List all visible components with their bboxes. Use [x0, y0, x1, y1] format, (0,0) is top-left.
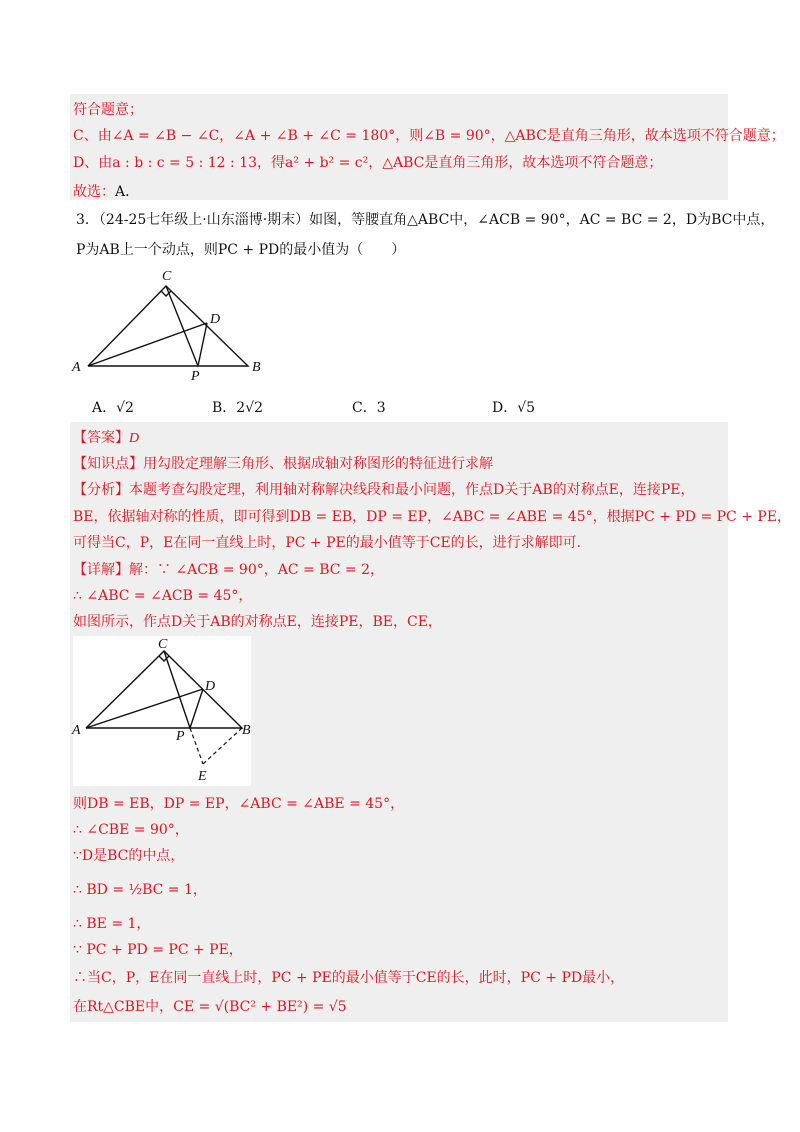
analysis-text-1: 本题考查勾股定理，利用轴对称解决线段和最小问题，作点D关于AB的对称点E，连接PE， — [129, 482, 695, 498]
fig2-label-d: D — [205, 679, 216, 694]
analysis-tag: 【分析】 — [73, 482, 129, 498]
fig1-label-d: D — [210, 312, 221, 327]
solution-line-1: 则DB = EB，DP = EP，∠ABC = ∠ABE = 45°， — [73, 796, 405, 812]
fig1-segment-pd — [198, 323, 207, 366]
detail-line-2: ∴ ∠ABC = ∠ACB = 45°， — [73, 588, 253, 604]
option-d: D．√5 — [492, 400, 536, 416]
top-line-4 — [73, 182, 139, 202]
top-line-3: D、由a : b : c = 5 : 12 : 13，得a² + b² = c²，△ABC是直角三角形，故本选项不符合题意； — [73, 155, 663, 171]
answer-value: D — [129, 431, 140, 446]
fig2-segment-pd — [190, 689, 203, 728]
answer-tag: 【答案】 — [73, 430, 129, 446]
fig2-triangle — [86, 651, 242, 728]
option-b: B．2√2 — [212, 400, 264, 416]
fig2-label-a: A — [72, 723, 81, 738]
top-line-1: 符合题意； — [73, 102, 143, 118]
fig2-label-b: B — [242, 723, 251, 738]
detail-tag: 【详解】 — [73, 562, 129, 578]
fig2-label-c: C — [158, 637, 168, 652]
fig2-label-e: E — [198, 769, 207, 784]
solution-line-3: ∵D是BC的中点， — [73, 848, 185, 864]
detail-line-3: 如图所示，作点D关于AB的对称点E，连接PE，BE，CE， — [73, 614, 442, 630]
solution-line-4: ∴ BD = ½BC = 1， — [73, 882, 207, 898]
figure-1 — [70, 268, 270, 383]
fig1-label-p: P — [191, 369, 200, 383]
top-line-4-value: A． — [115, 184, 140, 200]
knowledge-tag: 【知识点】 — [73, 456, 143, 472]
fig2-segment-ad — [86, 689, 203, 728]
solution-line-5: ∴ BE = 1， — [73, 916, 151, 932]
solution-line-6: ∵ PC + PD = PC + PE， — [73, 942, 243, 958]
fig1-label-c: C — [162, 269, 172, 284]
fig1-triangle — [88, 286, 248, 366]
option-c: C．3 — [352, 400, 386, 416]
fig2-label-p: P — [176, 729, 185, 744]
solution-line-8: 在Rt△CBE中，CE = √(BC² + BE²) = √5 — [73, 999, 347, 1015]
detail-line-1 — [73, 560, 384, 580]
detail-text-1: 解：∵ ∠ACB = 90°，AC = BC = 2， — [129, 562, 384, 578]
top-line-4-label: 故选： — [73, 184, 115, 200]
knowledge-text: 用勾股定理解三角形、根据成轴对称图形的特征进行求解 — [143, 456, 493, 472]
question-line-1: 3．（24-25七年级上·山东淄博·期末）如图，等腰直角△ABC中，∠ACB = 90°，AC = BC = 2，D为BC中点， — [76, 212, 775, 228]
shaded-block-top — [70, 94, 728, 200]
fig2-segment-cp — [164, 651, 190, 728]
question-line-2: P为AB上一个动点，则PC + PD的最小值为（ ） — [76, 242, 406, 258]
analysis-line-2: BE，依据轴对称的性质，即可得到DB = EB，DP = EP，∠ABC = ∠ABE = 45°，根据PC + PD = PC + PE， — [73, 509, 792, 525]
analysis-line-1 — [73, 480, 694, 500]
option-a: A．√2 — [92, 400, 134, 416]
solution-line-7: ∴当C，P，E在同一直线上时，PC + PE的最小值等于CE的长，此时，PC + PD最小， — [73, 970, 625, 986]
fig1-segment-cp — [166, 286, 198, 366]
analysis-line-3: 可得当C，P，E在同一直线上时，PC + PE的最小值等于CE的长，进行求解即可． — [73, 535, 591, 551]
knowledge-line — [73, 454, 493, 474]
fig1-label-a: A — [72, 360, 81, 375]
fig2-dashed-pe — [190, 728, 203, 764]
solution-line-2: ∴ ∠CBE = 90°， — [73, 822, 189, 838]
top-line-2: C、由∠A = ∠B − ∠C，∠A + ∠B + ∠C = 180°，则∠B = 90°，△ABC是直角三角形，故本选项不符合题意； — [73, 128, 785, 144]
answer-line — [73, 428, 139, 449]
fig2-dashed-be — [203, 728, 242, 764]
fig1-label-b: B — [252, 360, 261, 375]
figure-2 — [70, 636, 252, 786]
